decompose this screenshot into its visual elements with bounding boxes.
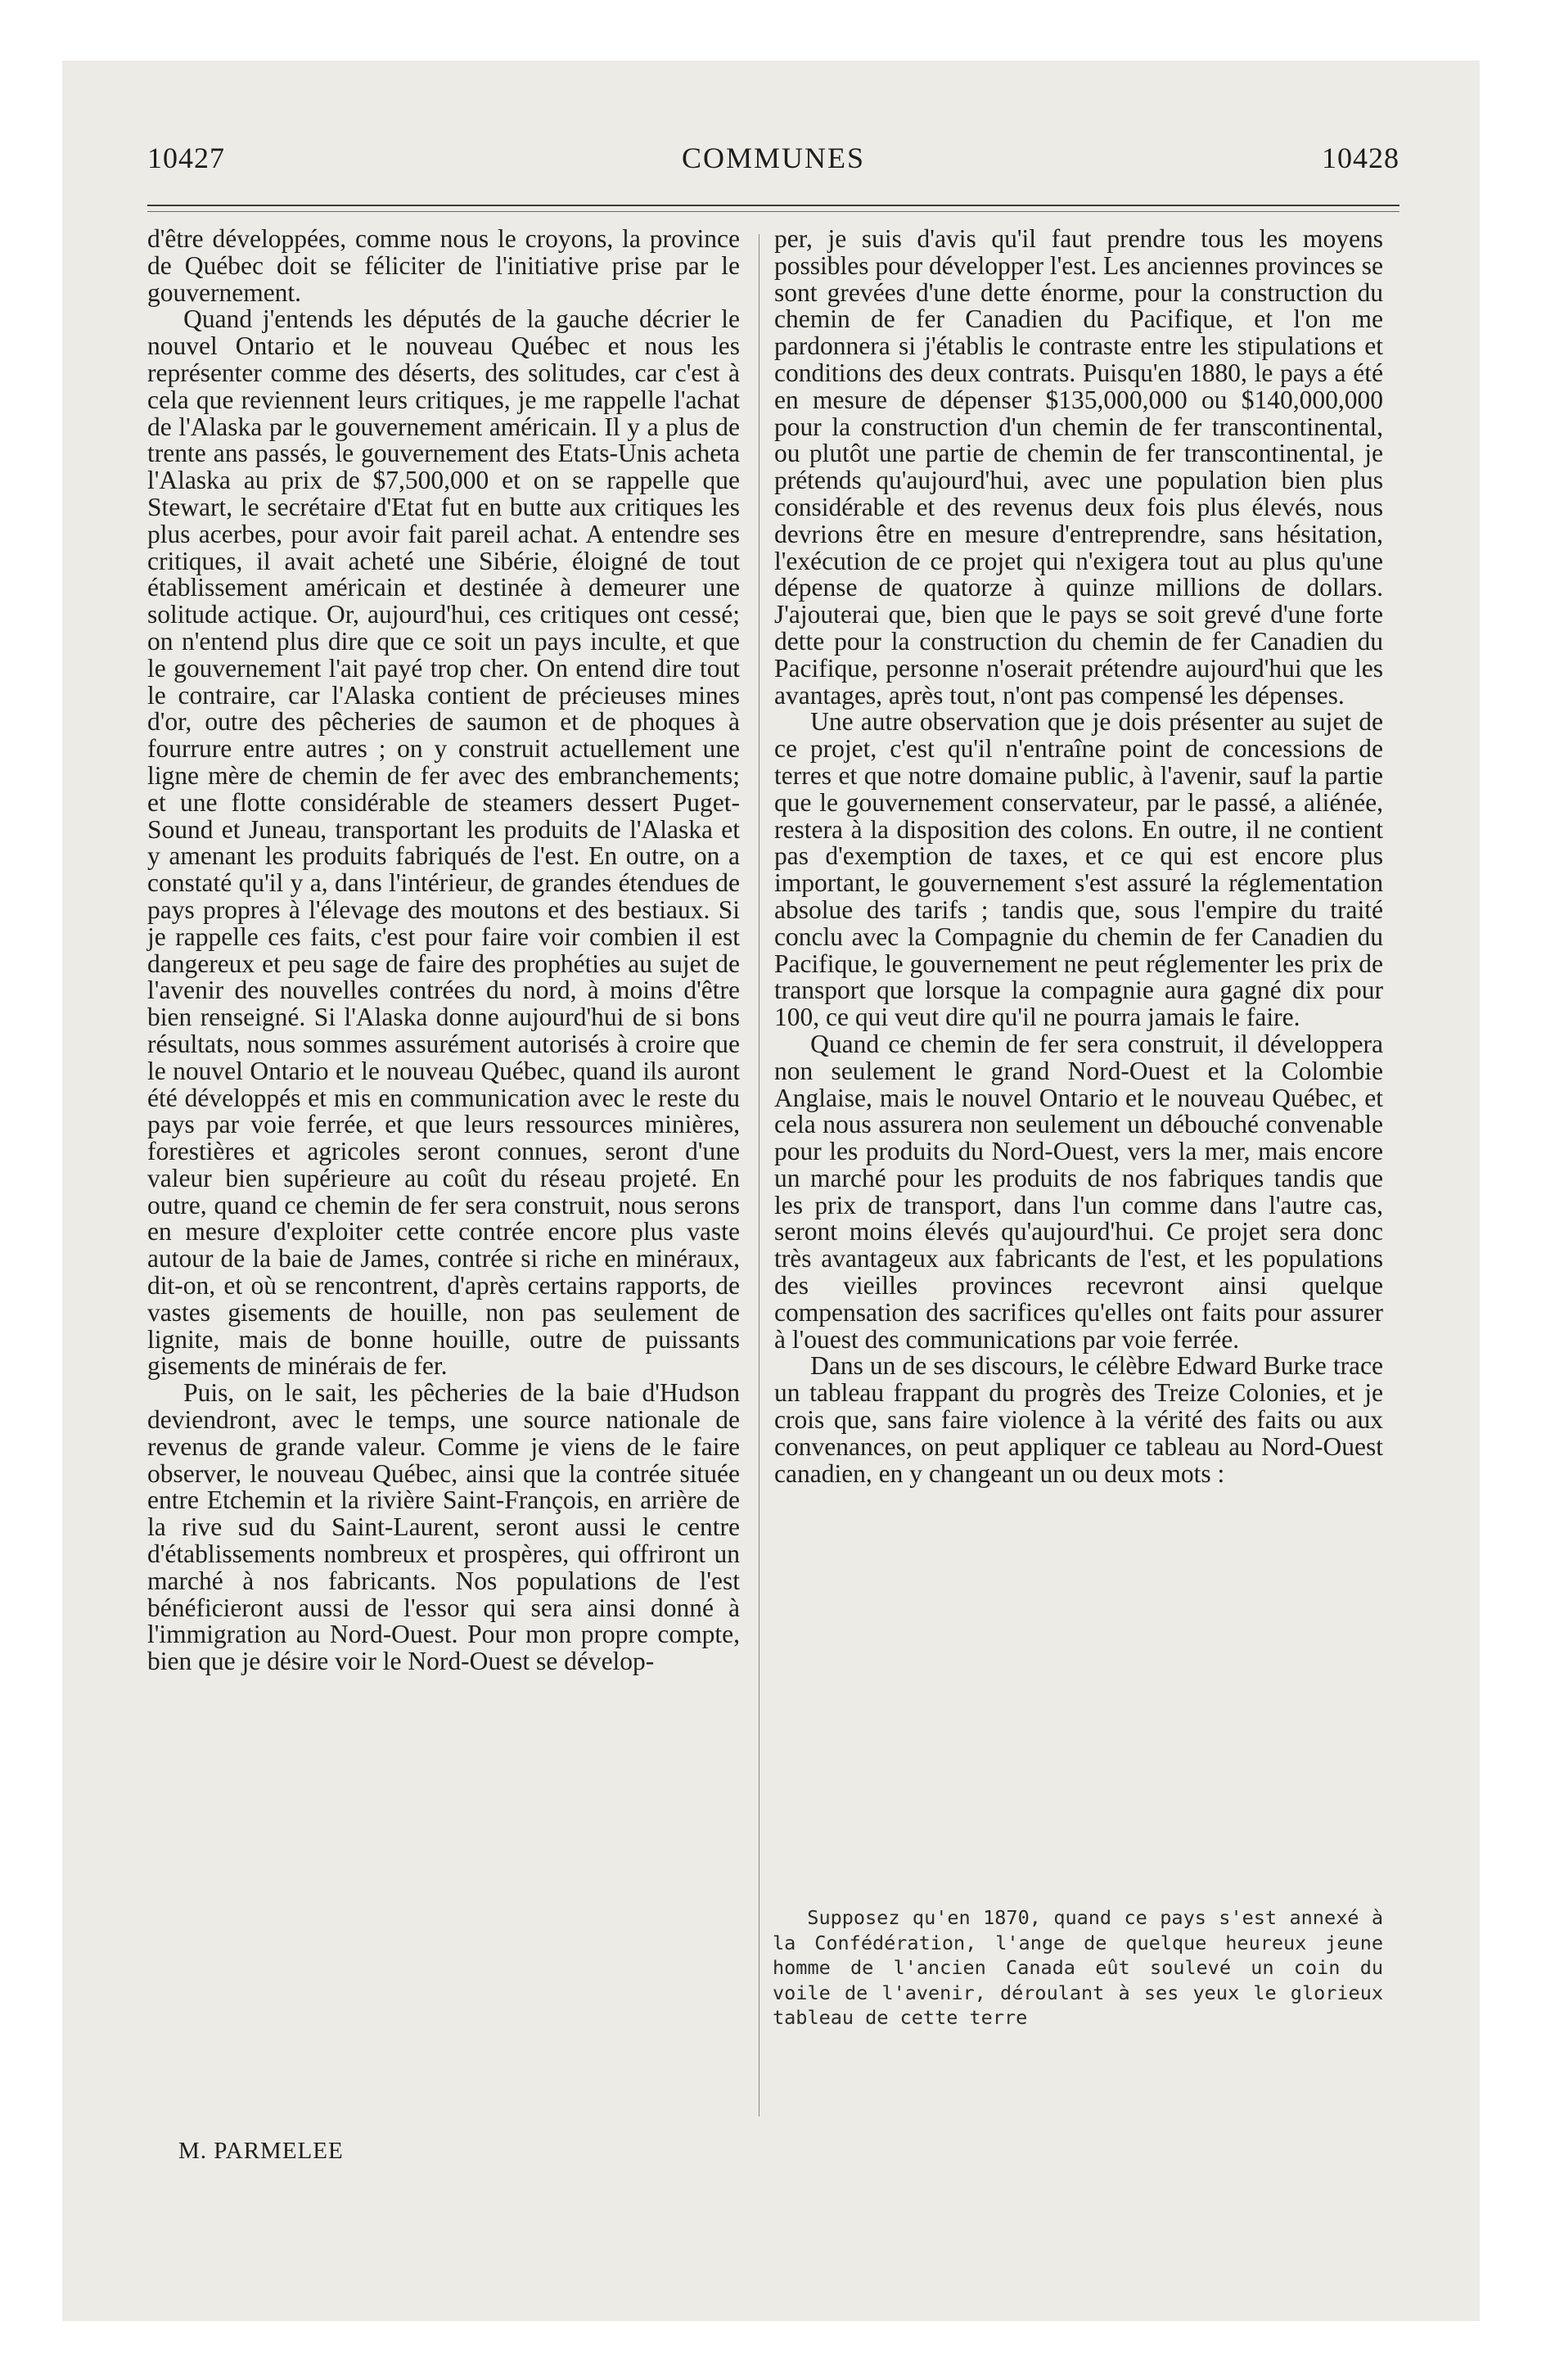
header-rule-left: [147, 205, 679, 206]
right-paragraph-4: Dans un de ses discours, le célèbre Edward Burke trace un tableau frappant du progrès des Treize Colonies, et je crois que, sans faire violence à la vérité des faits ou aux convenances, on peut appliquer ce tableau au Nord-Ouest canadien, en y changeant un ou deux mots :: [774, 1351, 1383, 1488]
page-header: [147, 141, 1400, 190]
left-paragraph-3: Puis, on le sait, les pêcheries de la baie d'Hudson deviendront, avec le temps, une source nationale de revenus de grande valeur. Comme je viens de le faire observer, le nouveau Québec, ainsi que la contrée située entre Etchemin et la rivière Saint-François, en arrière de la rive sud du Saint-Laurent, seront aussi le centre d'établissements nombreux et prospères, qui offriront un marché à nos fabricants. Nos populations de l'est bénéficieront aussi de l'essor qui sera ainsi donné à l'immigration au Nord-Ouest. Pour mon propre compte, bien que je désire voir le Nord-Ouest se dévelop-: [147, 1378, 740, 1676]
right-column: [774, 226, 1383, 1487]
speaker-signature: M. PARMELEE: [178, 2138, 344, 2164]
header-rule-right: [676, 205, 1400, 206]
header-rule-left-thin: [147, 211, 679, 212]
right-paragraph-2: Une autre observation que je dois présenter au sujet de ce projet, c'est qu'il n'entraîne point de concessions de terres et que notre domaine public, à l'avenir, sauf la partie que le gouvernement conservateur, par le passé, a aliénée, restera à la disposition des colons. En outre, il ne contient pas d'exemption de taxes, et ce qui est encore plus important, le gouvernement s'est assuré la réglementation absolue des tarifs ; tandis que, sous l'empire du traité conclu avec la Compagnie du chemin de fer Canadien du Pacifique, le gouvernement ne peut réglementer les prix de transport que lorsque la compagnie aura gagné dix pour 100, ce qui veut dire qu'il ne pourra jamais le faire.: [774, 707, 1383, 1032]
block-quote: Supposez qu'en 1870, quand ce pays s'est annexé à la Confédération, l'ange de quelque heureux jeune homme de l'ancien Canada eût soulevé un coin du voile de l'avenir, déroulant à ses yeux le glorieux tableau de cette terre: [773, 1906, 1383, 2029]
left-paragraph-2: Quand j'entends les députés de la gauche décrier le nouvel Ontario et le nouveau Québec et nous les représenter comme des déserts, des solitudes, car c'est à cela que reviennent leurs critiques, je me rappelle l'achat de l'Alaska par le gouvernement américain. Il y a plus de trente ans passés, le gouvernement des Etats-Unis acheta l'Alaska au prix de $7,500,000 et on se rappelle que Stewart, le secrétaire d'Etat fut en butte aux critiques les plus acerbes, pour avoir fait pareil achat. A entendre ses critiques, il avait acheté une Sibérie, éloigné de tout établissement américain et destinée à demeurer une solitude actique. Or, aujourd'hui, ces critiques ont cessé; on n'entend plus dire que ce soit un pays inculte, et que le gouvernement l'ait payé trop cher. On entend dire tout le contraire, car l'Alaska contient de précieuses mines d'or, outre des pêcheries de saumon et de phoques à fourrure entre autres ; on y construit actuellement une ligne mère de chemin de fer avec des embranchements; et une flotte considérable de steamers dessert Puget-Sound et Juneau, transportant les produits de l'Alaska et y amenant les produits fabriqués de l'est. En outre, on a constaté qu'il y a, dans l'intérieur, de grandes étendues de pays propres à l'élevage des moutons et des bestiaux. Si je rappelle ces faits, c'est pour faire voir combien il est dangereux et peu sage de faire des prophéties au sujet de l'avenir des nouvelles contrées du nord, à moins d'être bien renseigné. Si l'Alaska donne aujourd'hui de si bons résultats, nous sommes assurément autorisés à croire que le nouvel Ontario et le nouveau Québec, quand ils auront été développés et mis en communication avec le reste du pays par voie ferrée, et que leurs ressources minières, forestières et agricoles seront connues, seront d'une valeur bien supérieure au coût du réseau projeté. En outre, quand ce chemin de fer sera construit, nous serons en mesure d'exploiter cette contrée encore plus vaste autour de la baie de James, contrée si riche en minéraux, dit-on, et où se rencontrent, d'après certains rapports, de vastes gisements de houille, non pas seulement de lignite, mais de bonne houille, outre de puissants gisements de minérais de fer.: [147, 304, 740, 1381]
right-paragraph-3: Quand ce chemin de fer sera construit, il développera non seulement le grand Nord-Ouest et la Colombie Anglaise, mais le nouvel Ontario et le nouveau Québec, et cela nous assurera non seulement un débouché convenable pour les produits du Nord-Ouest, vers la mer, mais encore un marché pour les produits de nos fabriques tandis que les prix de transport, dans l'un comme dans l'autre cas, seront moins élevés qu'aujourd'hui. Ce projet sera donc très avantageux aux fabricants de l'est, et les populations des vieilles provinces recevront ainsi quelque compensation des sacrifices qu'elles ont faits pour assurer à l'ouest des communications par voie ferrée.: [774, 1029, 1383, 1354]
right-paragraph-1: per, je suis d'avis qu'il faut prendre tous les moyens possibles pour développer l'est. Les anciennes provinces se sont grevées d'une dette énorme, pour la construction du chemin de fer Canadien du Pacifique, et l'on me pardonnera si j'établis le contraste entre les stipulations et conditions des deux contrats. Puisqu'en 1880, le pays a été en mesure de dépenser $135,000,000 ou $140,000,000 pour la construction d'un chemin de fer transcontinental, ou plutôt une partie de chemin de fer transcontinental, je prétends qu'aujourd'hui, avec une population bien plus considérable et des revenus deux fois plus élevés, nous devrions être en mesure d'entreprendre, sans hésitation, l'exécution de ce projet qui n'exigera tout au plus qu'une dépense de quatorze à quinze millions de dollars. J'ajouterai que, bien que le pays se soit grevé d'une forte dette pour la construction du chemin de fer Canadien du Pacifique, personne n'oserait prétendre aujourd'hui que les avantages, après tout, n'ont pas compensé les dépenses.: [774, 224, 1383, 710]
left-column: [147, 226, 740, 1675]
page-number-right: 10428: [1322, 142, 1400, 174]
header-rule-right-thin: [676, 211, 1400, 212]
page-number-left: 10427: [147, 142, 225, 174]
left-paragraph-1: d'être développées, comme nous le croyons, la province de Québec doit se féliciter de l'initiative prise par le gouvernement.: [147, 224, 740, 307]
running-title: COMMUNES: [681, 142, 866, 174]
